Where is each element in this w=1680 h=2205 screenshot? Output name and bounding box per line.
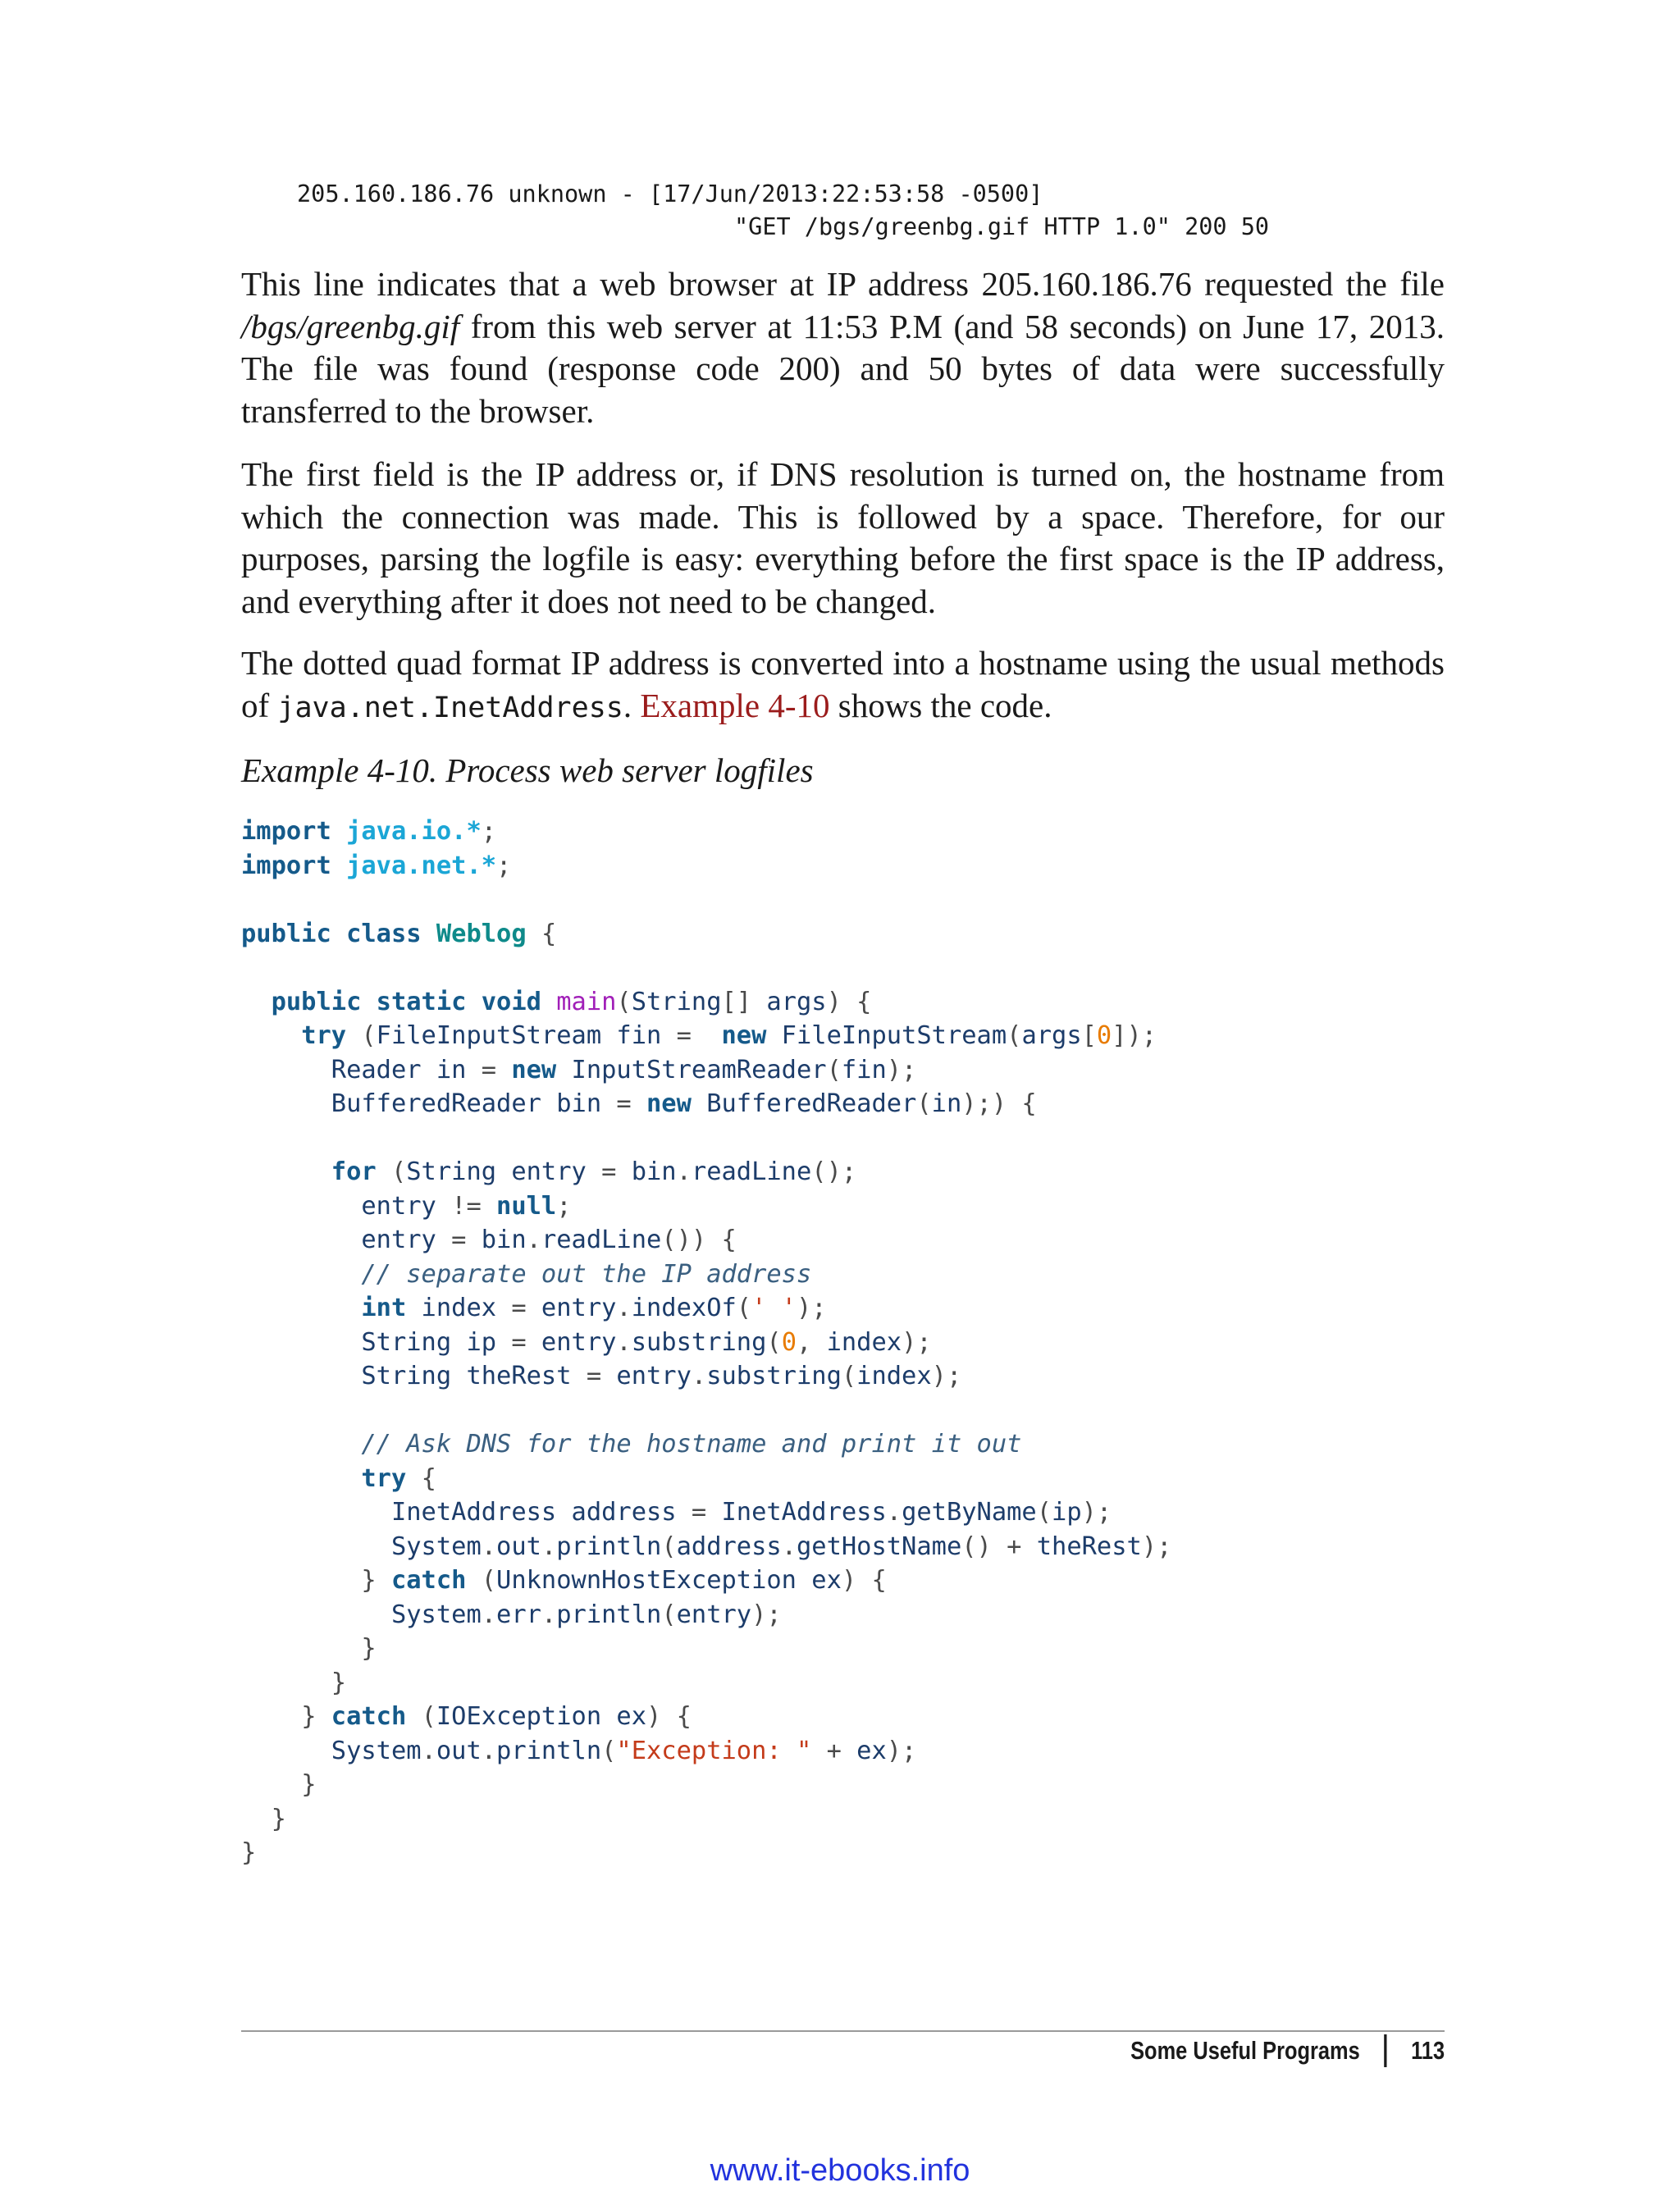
footer-rule xyxy=(241,2030,1445,2032)
paragraph-1-text-a: This line indicates that a web browser at IP address 205.160.186.76 requested the file xyxy=(241,265,1445,303)
paragraph-1-text-b: from this web server at 11:53 P.M (and 58 seconds) on June 17, 2013. The file was found (response code 200) and 50 bytes of data were successfully transferred to the browser. xyxy=(241,307,1445,430)
example-caption: Example 4-10. Process web server logfiles xyxy=(241,751,814,789)
paragraph-3-text-a: The dotted quad format IP address is converted into a hostname using the usual methods of xyxy=(241,644,1445,724)
log-entry-line-2: "GET /bgs/greenbg.gif HTTP 1.0" 200 50 xyxy=(734,213,1270,240)
page-footer xyxy=(1130,2034,1445,2067)
code-listing: import java.io.*; import java.net.*; public class Weblog { public static void main(String[] args) { try (FileInputStream fin = new FileInputStream(args[0]); Reader in = new InputStreamReader(fin); BufferedReader bin = new BufferedReader(in);) { for (String entry = bin.readLine(); entry != null; entry = bin.readLine()) { // separate out the IP address int index = entry.indexOf(' '); String ip = entry.substring(0, index); String theRest = entry.substring(index); // Ask DNS for the hostname and print it out try { InetAddress address = InetAddress.getByName(ip); System.out.println(address.getHostName() + theRest); } catch (UnknownHostException ex) { System.err.println(entry); } } } catch (IOException ex) { System.out.println("Exception: " + ex); } } } xyxy=(241,817,1172,1867)
paragraph-3 xyxy=(241,642,1445,729)
section-title: Some Useful Programs xyxy=(1130,2036,1360,2065)
paragraph-3-text-b: . xyxy=(623,686,641,724)
example-link[interactable]: Example 4-10 xyxy=(640,686,830,724)
page-number: 113 xyxy=(1410,2036,1445,2065)
paragraph-2: The first field is the IP address or, if DNS resolution is turned on, the hostname from which the connection was made. This is followed by a space. Therefore, for our purposes, parsing the logfile is easy: everything before the first space is the IP address, and everything after it does not need to be changed. xyxy=(241,455,1445,620)
log-entry-line-1: 205.160.186.76 unknown - [17/Jun/2013:22:53:58 -0500] xyxy=(297,180,1043,208)
inline-code: java.net.InetAddress xyxy=(277,691,623,724)
footer-separator xyxy=(1384,2034,1386,2067)
file-path: /bgs/greenbg.gif xyxy=(241,307,460,345)
paragraph-3-text-c: shows the code. xyxy=(829,686,1052,724)
watermark-link[interactable]: www.it-ebooks.info xyxy=(710,2153,970,2188)
paragraph-1 xyxy=(241,263,1445,432)
